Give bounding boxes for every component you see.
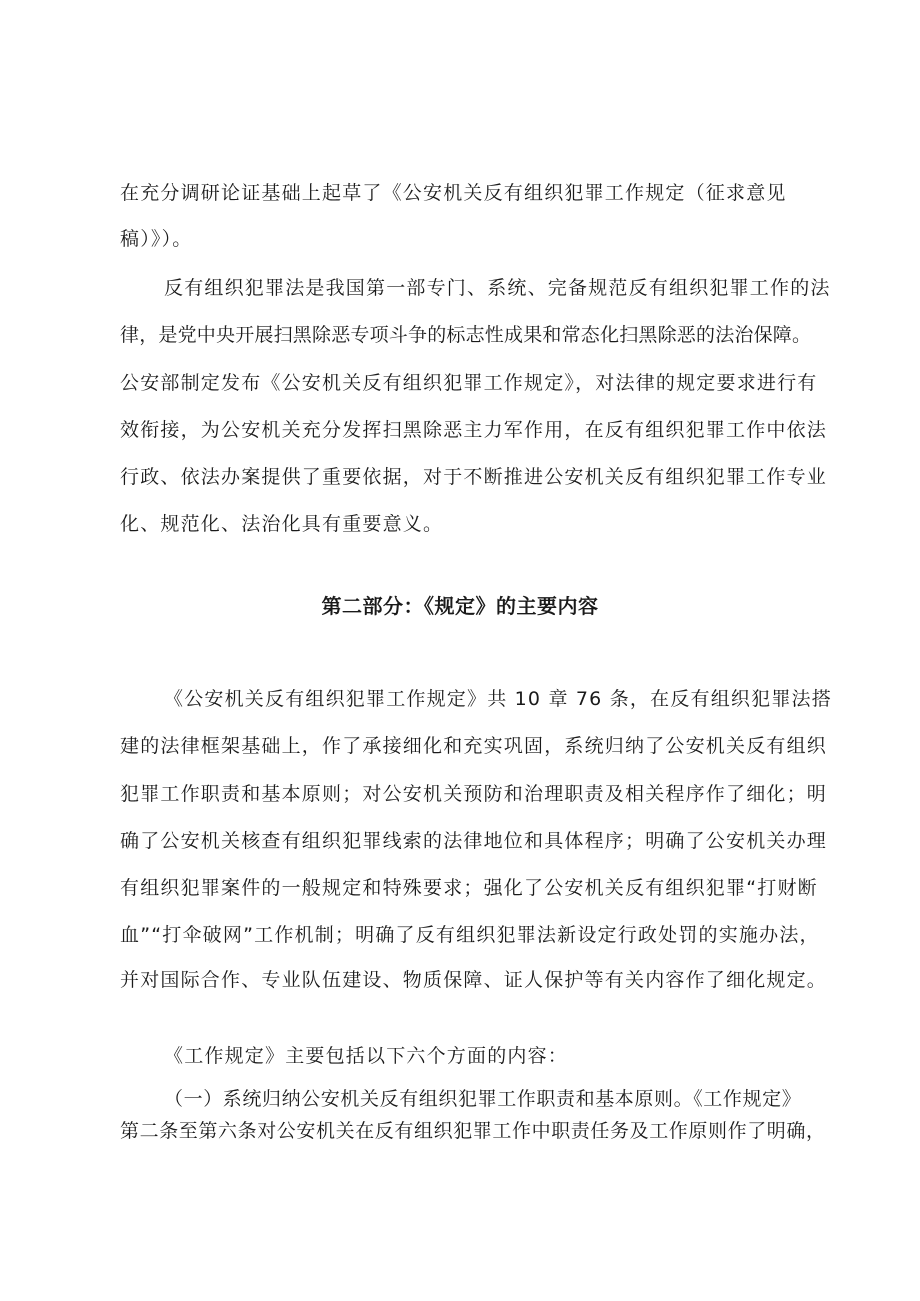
- paragraph-2-line-6: 化、规范化、法治化具有重要意义。: [120, 513, 444, 535]
- paragraph-3-line-7: 并对国际合作、专业队伍建设、物质保障、证人保护等有关内容作了细化规定。: [120, 969, 828, 991]
- paragraph-3-line-5: 有组织犯罪案件的一般规定和特殊要求；强化了公安机关反有组织犯罪“打财断: [120, 877, 818, 899]
- paragraph-3-line-4: 确了公安机关核查有组织犯罪线索的法律地位和具体程序；明确了公安机关办理: [120, 830, 828, 852]
- paragraph-1-line-2: 稿）》）。: [120, 228, 193, 250]
- paragraph-3-line-3: 犯罪工作职责和基本原则；对公安机关预防和治理职责及相关程序作了细化；明: [120, 783, 828, 805]
- paragraph-1-line-1: 在充分调研论证基础上起草了《公安机关反有组织犯罪工作规定（征求意见: [120, 182, 787, 204]
- paragraph-2-line-3: 公安部制定发布《公安机关反有组织犯罪工作规定》，对法律的规定要求进行有: [120, 372, 818, 394]
- paragraph-2-line-5: 行政、依法办案提供了重要依据，对于不断推进公安机关反有组织犯罪工作专业: [120, 466, 828, 488]
- paragraph-2-line-2: 律，是党中央开展扫黑除恶专项斗争的标志性成果和常态化扫黑除恶的法治保障。: [120, 324, 812, 346]
- paragraph-3-line-6: 血”“打伞破网”工作机制；明确了反有组织犯罪法新设定行政处罚的实施办法，: [120, 924, 820, 946]
- paragraph-2-line-1: 反有组织犯罪法是我国第一部专门、系统、完备规范反有组织犯罪工作的法: [164, 277, 831, 299]
- paragraph-3-line-2: 建的法律框架基础上，作了承接细化和充实巩固，系统归纳了公安机关反有组织: [120, 735, 828, 757]
- paragraph-3-line-1: 《公安机关反有组织犯罪工作规定》共 10 章 76 条，在反有组织犯罪法搭: [164, 688, 832, 710]
- paragraph-5-line-1: （一）系统归纳公安机关反有组织犯罪工作职责和基本原则。《工作规定》: [164, 1088, 802, 1110]
- paragraph-4-line-1: 《工作规定》主要包括以下六个方面的内容：: [164, 1045, 569, 1067]
- paragraph-5-line-2: 第二条至第六条对公安机关在反有组织犯罪工作中职责任务及工作原则作了明确，: [120, 1120, 826, 1142]
- section-heading: 第二部分：《规定》的主要内容: [321, 594, 599, 618]
- paragraph-2-line-4: 效衔接，为公安机关充分发挥扫黑除恶主力军作用，在反有组织犯罪工作中依法: [120, 419, 828, 441]
